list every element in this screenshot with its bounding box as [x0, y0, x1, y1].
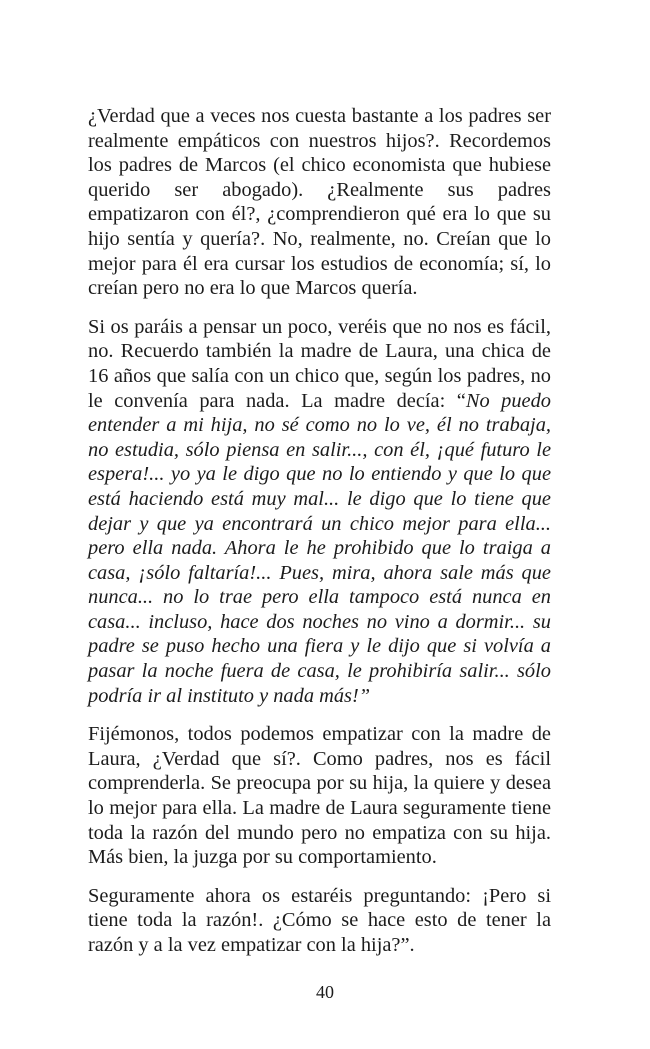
paragraph-2 — [88, 315, 551, 709]
page-number: 40 — [316, 982, 334, 1002]
page-body — [88, 104, 551, 972]
paragraph-2-intro: Si os paráis a pensar un poco, veréis que no nos es fácil, no. Recuerdo también la madre de Laura, una chica de 16 años que salía con un chico que, según los padres, no le convenía para nada. La madre decía: “ — [88, 315, 551, 412]
paragraph-3: Fijémonos, todos podemos empatizar con la madre de Laura, ¿Verdad que sí?. Como padres, nos es fácil comprenderla. Se preocupa por su hija, la quiere y desea lo mejor para ella. La madre de Laura seguramente tiene toda la razón del mundo pero no empatiza con su hija. Más bien, la juzga por su comportamiento. — [88, 723, 551, 869]
paragraph-1: ¿Verdad que a veces nos cuesta bastante a los padres ser realmente empáticos con nuestros hijos?. Recordemos los padres de Marcos (el chico economista que hubiese querido ser abogado). ¿Realmente sus padres empatizaron con él?, ¿comprendieron qué era lo que su hijo sentía y quería?. No, realmente, no. Creían que lo mejor para él era cursar los estudios de economía; sí, lo creían pero no era lo que Marcos quería. — [88, 105, 551, 300]
paragraph-4: Seguramente ahora os estaréis preguntando: ¡Pero si tiene toda la razón!. ¿Cómo se hace esto de tener la razón y a la vez empatizar con la hija?”. — [88, 884, 551, 956]
paragraph-2-quote: No puedo entender a mi hija, no sé como no lo ve, él no trabaja, no estudia, sólo piensa en salir..., con él, ¡qué futuro le espera!... yo ya le digo que no lo entiendo y que lo que está haciendo está muy mal... le digo que lo tiene que dejar y que ya encontrará un chico mejor para ella... pero ella nada. Ahora le he prohibido que lo traiga a casa, ¡sólo faltaría!... Pues, mira, ahora sale más que nunca... no lo trae pero ella tampoco está nunca en casa... incluso, hace dos noches no vino a dormir... su padre se puso hecho una fiera y le dijo que si volvía a pasar la noche fuera de casa, le prohibiría salir... sólo podría ir al instituto y nada más!” — [88, 389, 551, 707]
